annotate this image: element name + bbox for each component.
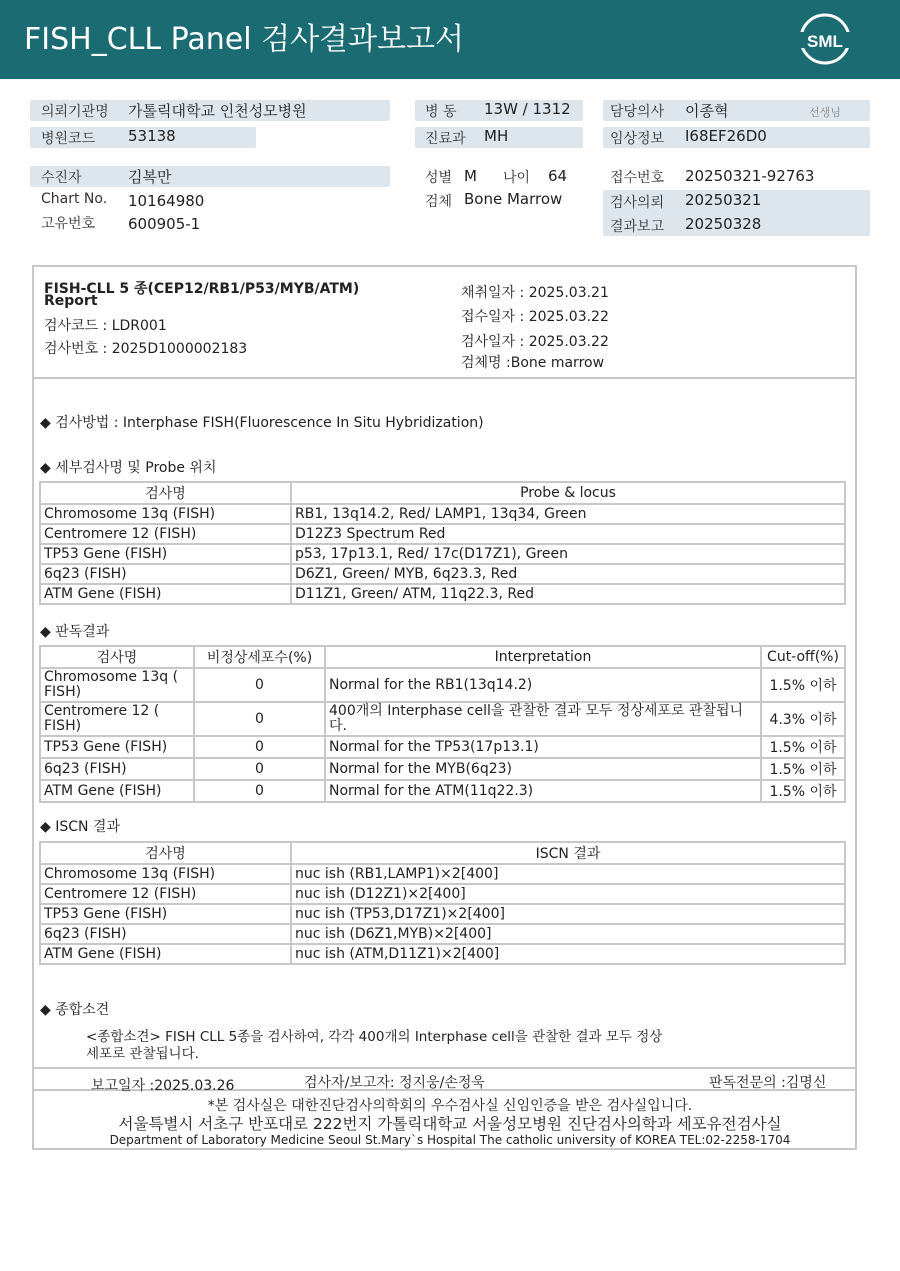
result-cell: Normal for the RB1(13q14.2): [325, 668, 761, 702]
result-cell: Centromere 12 ( FISH): [40, 702, 194, 736]
result-cell: 6q23 (FISH): [40, 758, 194, 780]
report-subtitle: Report: [44, 293, 98, 309]
report-date: 보고일자 :2025.03.26: [91, 1078, 235, 1094]
result-cell: ATM Gene (FISH): [40, 780, 194, 802]
probe-header-name: 검사명: [40, 482, 291, 504]
table-row: [40, 924, 845, 944]
receipt-value: 20250321-92763: [685, 167, 815, 185]
result-cell: 4.3% 이하: [761, 702, 845, 736]
table-row: [40, 504, 845, 524]
result-cell: Normal for the TP53(17p13.1): [325, 736, 761, 758]
probe-cell: p53, 17p13.1, Red/ 17c(D17Z1), Green: [291, 544, 845, 564]
ward-value: 13W / 1312: [484, 100, 571, 118]
iscn-cell: Centromere 12 (FISH): [40, 884, 291, 904]
page-title: FISH_CLL Panel 검사결과보고서: [24, 22, 464, 57]
summary-section-title: ◆ 종합소견: [40, 1002, 110, 1018]
result-header-abnormal: 비정상세포수(%): [194, 646, 325, 668]
probe-cell: ATM Gene (FISH): [40, 584, 291, 604]
probe-cell: D11Z1, Green/ ATM, 11q22.3, Red: [291, 584, 845, 604]
iscn-section-title: ◆ ISCN 결과: [40, 819, 120, 835]
result-cell: 1.5% 이하: [761, 780, 845, 802]
lab-address: 서울특별시 서초구 반포대로 222번지 가톨릭대학교 서울성모병원 진단검사의학과 세포유전검사실: [118, 1115, 782, 1133]
iscn-cell: TP53 Gene (FISH): [40, 904, 291, 924]
iscn-cell: nuc ish (D12Z1)×2[400]: [291, 884, 845, 904]
test-date: 검사일자 : 2025.03.22: [461, 334, 609, 350]
table-row: [40, 668, 845, 702]
hospital-code-value: 53138: [128, 127, 176, 145]
specimen-value: Bone Marrow: [464, 190, 563, 208]
result-cell: 0: [194, 702, 325, 736]
table-row: [40, 944, 845, 964]
probe-header-locus: Probe & locus: [291, 482, 845, 504]
table-row: [40, 780, 845, 802]
receipt-label: 접수번호: [610, 170, 665, 186]
result-header-interpretation: Interpretation: [325, 646, 761, 668]
doctor-label: 담당의사: [610, 104, 665, 120]
result-label: 결과보고: [610, 219, 665, 235]
dept-label: 진료과: [425, 131, 466, 147]
result-section-title: ◆ 판독결과: [40, 624, 110, 640]
iscn-table: [39, 841, 846, 965]
ward-label: 병 동: [425, 104, 457, 120]
result-header-cutoff: Cut-off(%): [761, 646, 845, 668]
probe-cell: Chromosome 13q (FISH): [40, 504, 291, 524]
sex-value: M: [464, 167, 477, 185]
specimen-label: 검체: [425, 194, 453, 210]
specimen-name: 검체명 :Bone marrow: [461, 355, 605, 371]
table-row: [40, 544, 845, 564]
test-code: 검사코드 : LDR001: [44, 318, 167, 334]
iscn-cell: nuc ish (D6Z1,MYB)×2[400]: [291, 924, 845, 944]
table-row: [40, 564, 845, 584]
patient-label: 수진자: [41, 170, 82, 186]
doctor-suffix: 선생님: [809, 106, 841, 119]
iscn-cell: ATM Gene (FISH): [40, 944, 291, 964]
result-table: [39, 645, 846, 803]
certification-note: *본 검사실은 대한진단검사의학회의 우수검사실 신임인증을 받은 검사실입니다.: [207, 1098, 693, 1114]
result-cell: 1.5% 이하: [761, 668, 845, 702]
summary-line-1: <종합소견> FISH CLL 5종을 검사하여, 각각 400개의 Interphase cell을 관찰한 결과 모두 정상: [86, 1029, 663, 1045]
svg-text:SML: SML: [807, 32, 843, 51]
result-cell: 0: [194, 758, 325, 780]
request-value: 20250321: [685, 191, 762, 209]
reporter: 검사자/보고자: 정지웅/손정욱: [304, 1075, 485, 1091]
result-cell: 1.5% 이하: [761, 736, 845, 758]
sml-logo: [798, 12, 852, 66]
uid-value: 600905-1: [128, 215, 201, 233]
iscn-header-result: ISCN 결과: [291, 842, 845, 864]
method-line: ◆ 검사방법 : Interphase FISH(Fluorescence In Situ Hybridization): [40, 415, 484, 431]
report-title: FISH-CLL 5 종(CEP12/RB1/P53/MYB/ATM): [44, 281, 360, 297]
uid-label: 고유번호: [41, 216, 96, 232]
probe-section-title: ◆ 세부검사명 및 Probe 위치: [40, 460, 217, 476]
result-cell: 0: [194, 780, 325, 802]
sex-label: 성별: [425, 170, 453, 186]
table-row: [40, 524, 845, 544]
table-row: [40, 758, 845, 780]
patient-value: 김복만: [128, 168, 172, 186]
specialist: 판독전문의 :김명신: [709, 1075, 827, 1091]
result-cell: TP53 Gene (FISH): [40, 736, 194, 758]
table-row: [40, 884, 845, 904]
probe-cell: Centromere 12 (FISH): [40, 524, 291, 544]
table-row: [40, 584, 845, 604]
department-english: Department of Laboratory Medicine Seoul St.Mary`s Hospital The catholic university of KOREA TEL:02-2258-1704: [109, 1133, 791, 1147]
probe-table: [39, 481, 846, 605]
receive-date: 접수일자 : 2025.03.22: [461, 309, 609, 325]
iscn-cell: Chromosome 13q (FISH): [40, 864, 291, 884]
dept-value: MH: [484, 127, 509, 145]
age-value: 64: [548, 167, 568, 185]
result-cell: 400개의 Interphase cell을 관찰한 결과 모두 정상세포로 관찰됩니다.: [325, 702, 761, 736]
probe-cell: 6q23 (FISH): [40, 564, 291, 584]
age-label: 나이: [503, 170, 531, 186]
test-number: 검사번호 : 2025D1000002183: [44, 341, 248, 357]
chart-value: 10164980: [128, 192, 205, 210]
hospital-code-label: 병원코드: [41, 131, 96, 147]
probe-cell: TP53 Gene (FISH): [40, 544, 291, 564]
iscn-cell: nuc ish (ATM,D11Z1)×2[400]: [291, 944, 845, 964]
table-row: [40, 702, 845, 736]
probe-cell: D12Z3 Spectrum Red: [291, 524, 845, 544]
institution-value: 가톨릭대학교 인천성모병원: [128, 102, 307, 120]
result-cell: Normal for the MYB(6q23): [325, 758, 761, 780]
iscn-cell: nuc ish (TP53,D17Z1)×2[400]: [291, 904, 845, 924]
clinical-label: 임상정보: [610, 131, 665, 147]
clinical-value: I68EF26D0: [685, 127, 767, 145]
iscn-header-name: 검사명: [40, 842, 291, 864]
summary-line-2: 세포로 관찰됩니다.: [86, 1046, 199, 1062]
request-label: 검사의뢰: [610, 195, 665, 211]
table-row: [40, 736, 845, 758]
result-cell: 1.5% 이하: [761, 758, 845, 780]
doctor-value: 이종혁: [685, 102, 729, 120]
chart-label: Chart No.: [41, 191, 108, 207]
result-cell: 0: [194, 668, 325, 702]
probe-cell: D6Z1, Green/ MYB, 6q23.3, Red: [291, 564, 845, 584]
table-row: [40, 864, 845, 884]
result-cell: Chromosome 13q ( FISH): [40, 668, 194, 702]
probe-cell: RB1, 13q14.2, Red/ LAMP1, 13q34, Green: [291, 504, 845, 524]
iscn-cell: nuc ish (RB1,LAMP1)×2[400]: [291, 864, 845, 884]
table-row: [40, 904, 845, 924]
result-value: 20250328: [685, 215, 762, 233]
institution-label: 의뢰기관명: [41, 104, 109, 120]
result-header-name: 검사명: [40, 646, 194, 668]
result-cell: Normal for the ATM(11q22.3): [325, 780, 761, 802]
collect-date: 채취일자 : 2025.03.21: [461, 285, 609, 301]
result-cell: 0: [194, 736, 325, 758]
iscn-cell: 6q23 (FISH): [40, 924, 291, 944]
